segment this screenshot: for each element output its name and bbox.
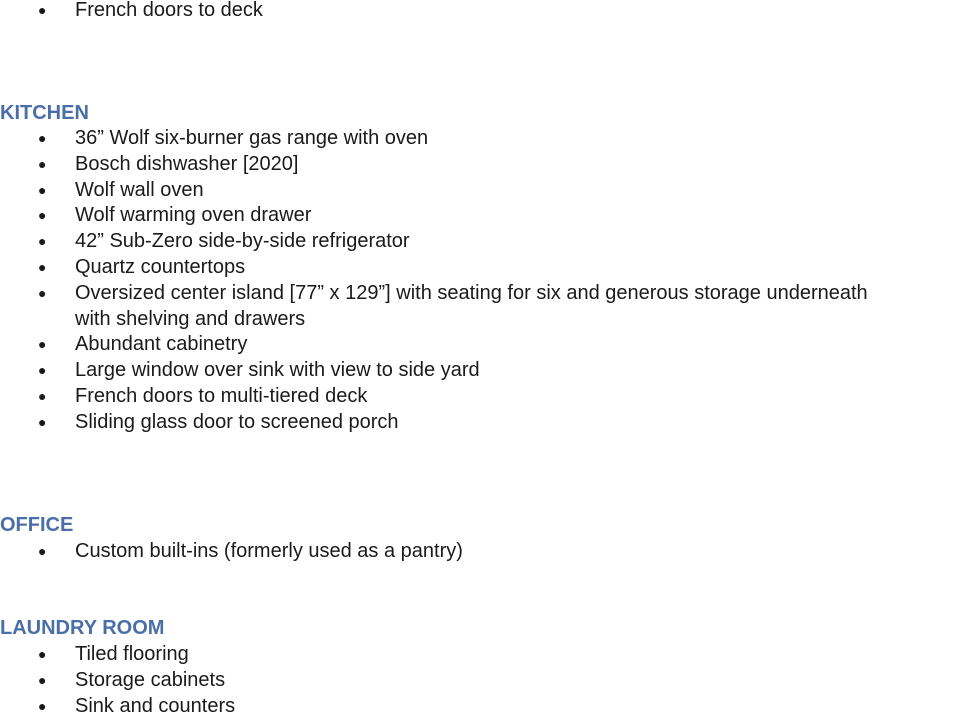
laundry-room-list xyxy=(0,642,235,719)
list-item: ● Bosch dishwasher [2020] xyxy=(0,152,868,178)
list-item: ● Storage cabinets xyxy=(0,668,235,694)
kitchen-list xyxy=(0,126,868,436)
list-item: ● Custom built-ins (formerly used as a pantry) xyxy=(0,539,463,565)
list-item: ● Large window over sink with view to side yard xyxy=(0,358,868,384)
list-item: ● Wolf wall oven xyxy=(0,178,868,204)
list-item: ● French doors to deck xyxy=(0,0,263,24)
bullet-icon: ● xyxy=(38,413,47,430)
office-list xyxy=(0,539,463,565)
bullet-icon: ● xyxy=(38,671,47,688)
bullet-icon: ● xyxy=(38,258,47,275)
bullet-icon: ● xyxy=(38,387,47,404)
list-item-continuation: with shelving and drawers xyxy=(75,307,306,330)
bullet-icon: ● xyxy=(38,284,47,301)
bullet-icon: ● xyxy=(38,155,47,172)
bullet-icon: ● xyxy=(38,362,47,379)
bullet-icon: ● xyxy=(38,2,47,18)
bullet-icon: ● xyxy=(38,336,47,353)
list-item: ● Abundant cabinetry xyxy=(0,332,868,358)
list-item: ● Quartz countertops xyxy=(0,255,868,281)
list-item: ● 42” Sub-Zero side-by-side refrigerator xyxy=(0,229,868,255)
kitchen-heading: KITCHEN xyxy=(0,102,89,124)
list-item: ● Tiled flooring xyxy=(0,642,235,668)
list-item: ● Sliding glass door to screened porch xyxy=(0,410,868,436)
list-item: ● Sink and counters xyxy=(0,694,235,720)
intro-list xyxy=(0,0,263,24)
list-item: ● Oversized center island [77” x 129”] with seating for six and generous storage underneath with shelving and drawers xyxy=(0,281,868,333)
bullet-icon: ● xyxy=(38,130,47,146)
list-item: ● French doors to multi-tiered deck xyxy=(0,384,868,410)
laundry-room-heading: LAUNDRY ROOM xyxy=(0,617,165,639)
bullet-icon: ● xyxy=(38,207,47,224)
list-item: ● Wolf warming oven drawer xyxy=(0,203,868,229)
bullet-icon: ● xyxy=(38,233,47,250)
bullet-icon: ● xyxy=(38,697,47,714)
bullet-icon: ● xyxy=(38,646,47,662)
bullet-icon: ● xyxy=(38,181,47,198)
office-heading: OFFICE xyxy=(0,514,74,536)
bullet-icon: ● xyxy=(38,543,47,559)
list-item: ● 36” Wolf six-burner gas range with oven xyxy=(0,126,868,152)
